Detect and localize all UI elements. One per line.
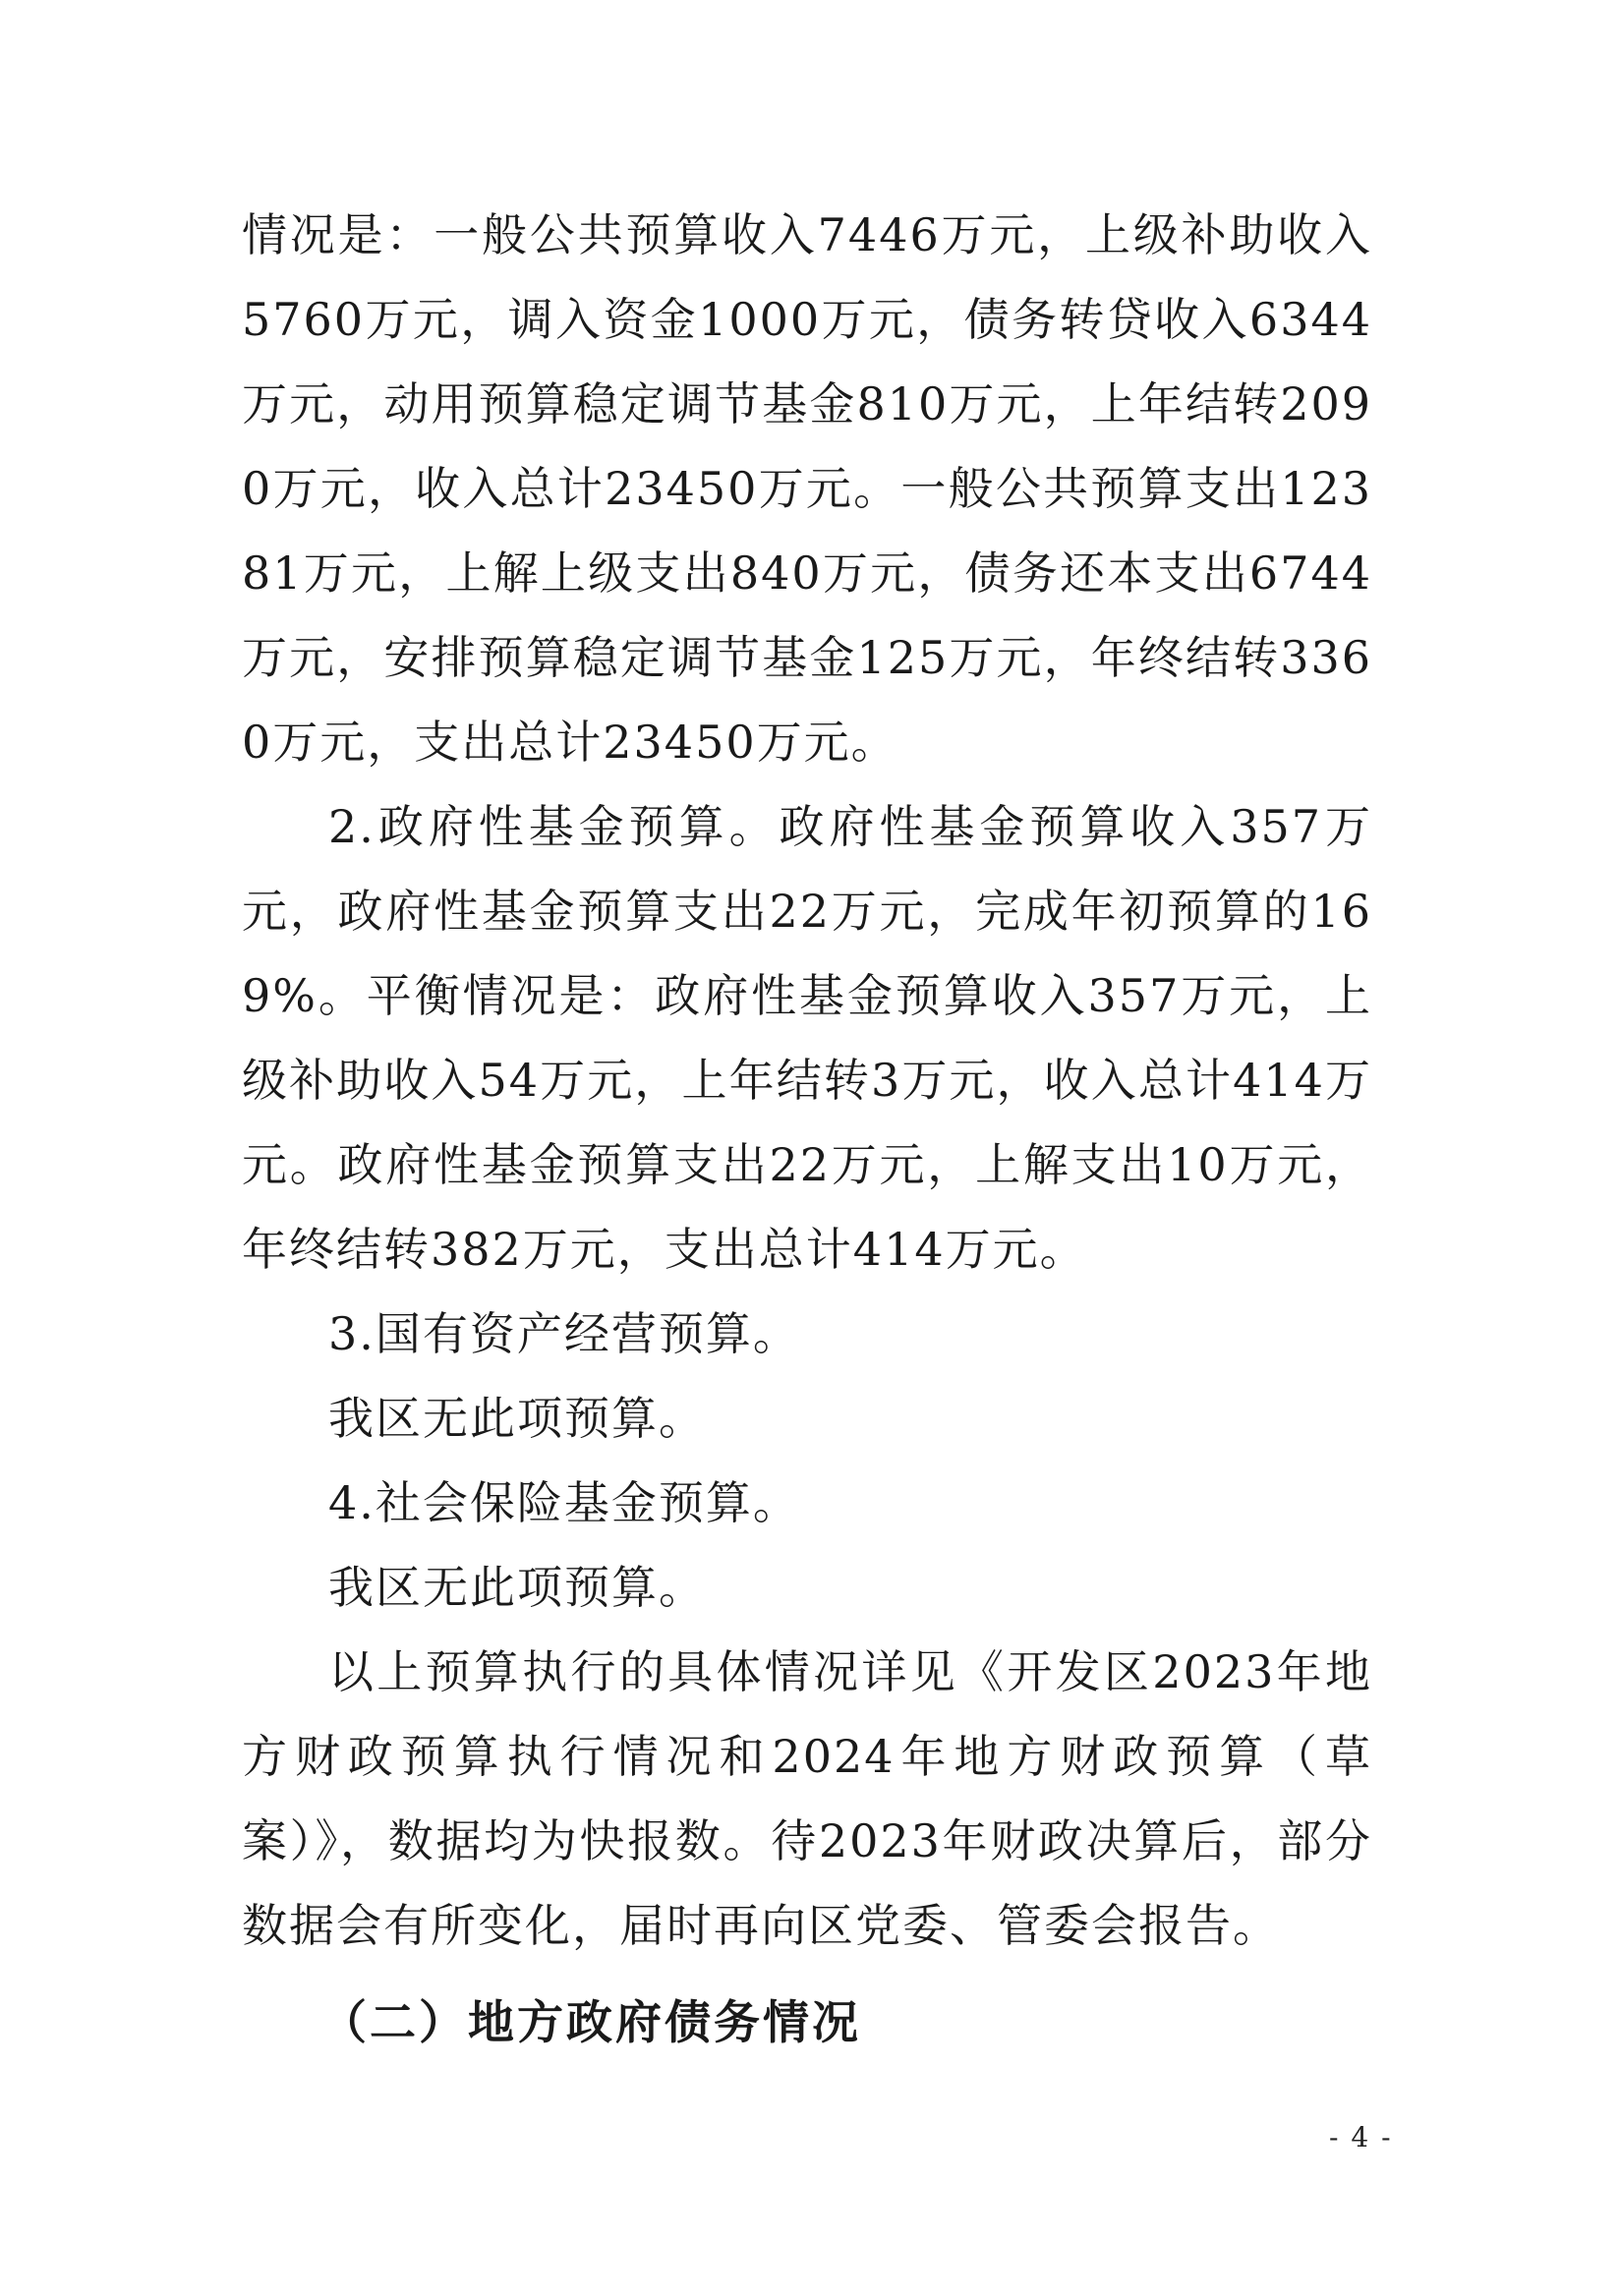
paragraph-general-budget-balance: 情况是：一般公共预算收入7446万元，上级补助收入5760万元，调入资金1000万元，债务转贷收入6344万元，动用预算稳定调节基金810万元，上年结转2090万元，收入总计23450万元。一般公共预算支出12381万元，上解上级支出840万元，债务还本支出6744万元，安排预算稳定调节基金125万元，年终结转3360万元，支出总计23450万元。: [242, 208, 1372, 769]
paragraph-social-insurance-budget: 4.社会保险基金预算。: [328, 1476, 800, 1529]
page-number: - 4 -: [1329, 2121, 1393, 2153]
section-heading-local-debt: （二）地方政府债务情况: [320, 1996, 861, 2050]
paragraph-no-such-budget-1: 我区无此项预算。: [328, 1392, 706, 1445]
paragraph-state-asset-budget: 3.国有资产经营预算。: [328, 1307, 800, 1360]
body-text: [242, 193, 1372, 2066]
paragraph-gov-fund-budget: 2.政府性基金预算。政府性基金预算收入357万元，政府性基金预算支出22万元，完成年初预算的169%。平衡情况是：政府性基金预算收入357万元，上级补助收入54万元，上年结转3万元，收入总计414万元。政府性基金预算支出22万元，上解支出10万元，年终结转382万元，支出总计414万元。: [242, 800, 1372, 1276]
paragraph-summary-note: 以上预算执行的具体情况详见《开发区2023年地方财政预算执行情况和2024年地方财政预算（草案）》，数据均为快报数。待2023年财政决算后，部分数据会有所变化，届时再向区党委、管委会报告。: [242, 1645, 1372, 1952]
paragraph-no-such-budget-2: 我区无此项预算。: [328, 1561, 706, 1614]
